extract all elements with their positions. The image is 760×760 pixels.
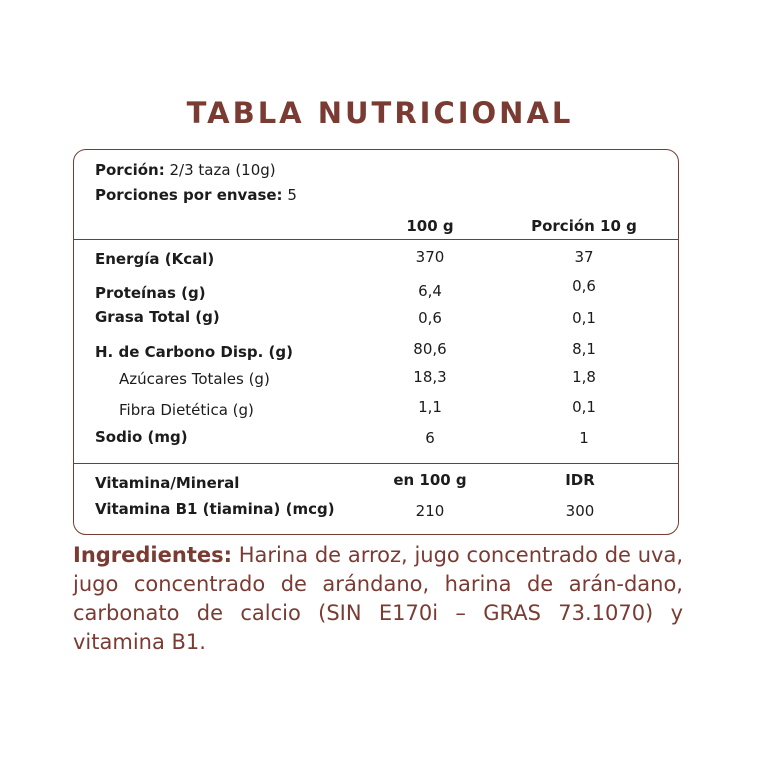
nutrition-table <box>73 149 679 535</box>
nutrient-value-portion: 0,6 <box>572 277 596 295</box>
vitamin-value-100g: 210 <box>415 502 445 520</box>
portion-label: Porción: <box>95 161 165 179</box>
nutrient-name: Fibra Dietética (g) <box>119 401 254 419</box>
nutrient-name: H. de Carbono Disp. (g) <box>95 343 294 361</box>
vitamin-divider <box>74 463 678 464</box>
nutrient-name: Azúcares Totales (g) <box>119 370 270 388</box>
vitamin-header-name: Vitamina/Mineral <box>95 474 240 492</box>
vitamin-value-idr: 300 <box>565 502 595 520</box>
nutrient-name: Grasa Total (g) <box>95 308 220 326</box>
portion-row <box>95 161 276 179</box>
nutrient-value-100g: 370 <box>415 248 445 266</box>
nutrient-name: Sodio (mg) <box>95 428 188 446</box>
nutrient-value-100g: 6,4 <box>418 282 442 300</box>
nutrient-value-portion: 0,1 <box>572 309 596 327</box>
header-divider <box>74 239 678 240</box>
nutrient-value-portion: 0,1 <box>572 398 596 416</box>
vitamin-header-100g: en 100 g <box>393 471 467 489</box>
servings-value: 5 <box>287 186 297 204</box>
column-header-portion: Porción 10 g <box>531 217 637 235</box>
nutrient-name: Proteínas (g) <box>95 284 206 302</box>
vitamin-name: Vitamina B1 (tiamina) (mcg) <box>95 500 335 518</box>
nutrient-value-portion: 37 <box>574 248 594 266</box>
nutrient-value-100g: 18,3 <box>413 368 447 386</box>
nutrient-value-portion: 8,1 <box>572 340 596 358</box>
nutrient-value-portion: 1,8 <box>572 368 596 386</box>
servings-label: Porciones por envase: <box>95 186 283 204</box>
nutrient-value-100g: 1,1 <box>418 398 442 416</box>
portion-value: 2/3 taza (10g) <box>169 161 276 179</box>
ingredients-label: Ingredientes: <box>73 543 232 567</box>
ingredients-paragraph <box>73 541 683 657</box>
page-title: TABLA NUTRICIONAL <box>186 96 574 130</box>
servings-row <box>95 186 297 204</box>
vitamin-header-idr: IDR <box>565 471 595 489</box>
nutrient-name: Energía (Kcal) <box>95 250 215 268</box>
column-header-100g: 100 g <box>406 217 454 235</box>
nutrient-value-100g: 6 <box>425 429 435 447</box>
nutrient-value-100g: 80,6 <box>413 340 447 358</box>
nutrient-value-portion: 1 <box>579 429 589 447</box>
nutrient-value-100g: 0,6 <box>418 309 442 327</box>
ingredients-text: Harina de arroz, jugo concentrado de uva, jugo concentrado de arándano, harina de arán-dano, carbonato de calcio (SIN E170i – GRAS 73.1070) y vitamina B1. <box>73 543 683 654</box>
